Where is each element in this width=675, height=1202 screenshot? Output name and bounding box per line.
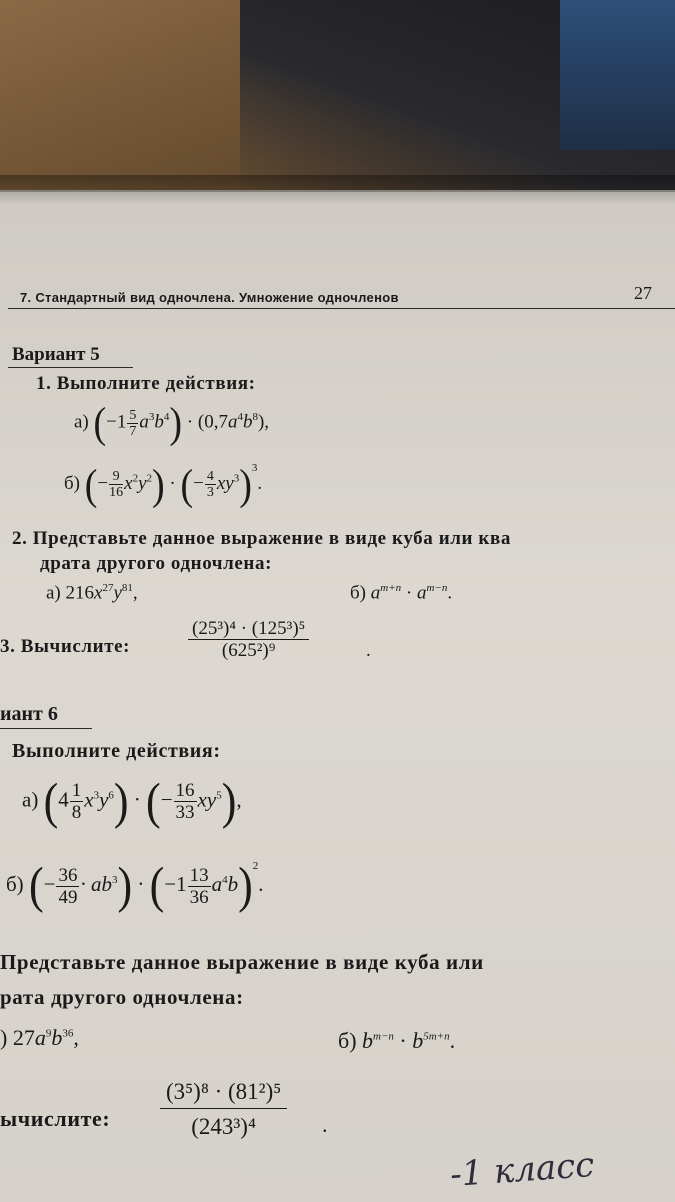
v6-task3-end: . xyxy=(322,1112,328,1137)
v6-task2-title-1: Представьте данное выражение в виде куба или xyxy=(0,950,484,974)
page-edge-shadow xyxy=(0,175,675,205)
v5-task3-end: . xyxy=(366,640,371,661)
variant5-title: Вариант 5 xyxy=(12,344,100,365)
v5-task2-title-2: драта другого одночлена: xyxy=(40,553,272,574)
v5-task1b-label: б) xyxy=(64,473,80,494)
v6-task3-title: ычислите: xyxy=(0,1106,111,1131)
variant6-title: иант 6 xyxy=(0,703,58,725)
v5-task1a-label: а) xyxy=(74,411,89,433)
v6-task1b: б) (− $\frac{36}{49}$ · $ab^3) \cdot (-1$ $\frac{13}{36}$ $a^4b)^2$. xyxy=(6,857,264,914)
v5-task3-title: 3. Вычислите: xyxy=(0,636,131,657)
v6-task3-fraction xyxy=(160,1078,287,1141)
v6-task1-title: Выполните действия: xyxy=(12,740,221,762)
v5-task2a: а) $216x^{27}y^{81}$, xyxy=(46,582,138,604)
v6-task2a: ) $27a^9b^{36}$, xyxy=(0,1025,79,1050)
v6-task3-numerator: (3⁵)⁸ · (81²)⁵ xyxy=(160,1078,287,1109)
v5-task1b: б) (− $\frac{9}{16}$ $x^2y^2$) · (− $\frac{4}{3}$ $xy^3)^3$. xyxy=(64,460,263,509)
variant5-underline xyxy=(8,367,133,368)
v6-task2-title-2: рата другого одночлена: xyxy=(0,985,244,1009)
variant6-underline xyxy=(0,728,92,729)
header-rule xyxy=(8,308,675,309)
v5-task1a: а) (−1 $\frac{5}{7}$ $a^3b^4) \cdot (0,7a^4b^8)$, xyxy=(74,398,270,448)
v5-task3-numerator: (25³)⁴ · (125³)⁵ xyxy=(188,618,309,640)
handwritten-note: -1 класс xyxy=(448,1145,596,1195)
screen-corner xyxy=(560,0,675,150)
v5-task3-denominator: (625²)⁹ xyxy=(221,640,276,661)
v6-task1a: а) (4 $\frac{1}{8}$ $x^3y^6$) · (− $\frac{16}{33}$ $xy^5$), xyxy=(22,772,242,830)
v6-task3-denominator: (243³)⁴ xyxy=(191,1114,256,1139)
v6-task2b: б) $b^{m-n} \cdot b^{5m+n}$. xyxy=(338,1028,456,1053)
running-header: 7. Стандартный вид одночлена. Умножение одночленов xyxy=(20,290,399,305)
v5-task1-title: 1. Выполните действия: xyxy=(36,373,256,394)
v5-task2b: б) $a^{m+n} \cdot a^{m-n}$. xyxy=(350,582,453,604)
v5-task2-title-1: 2. Представьте данное выражение в виде куба или ква xyxy=(12,528,511,549)
v5-task3-fraction xyxy=(188,618,309,661)
page-number: 27 xyxy=(634,283,652,303)
